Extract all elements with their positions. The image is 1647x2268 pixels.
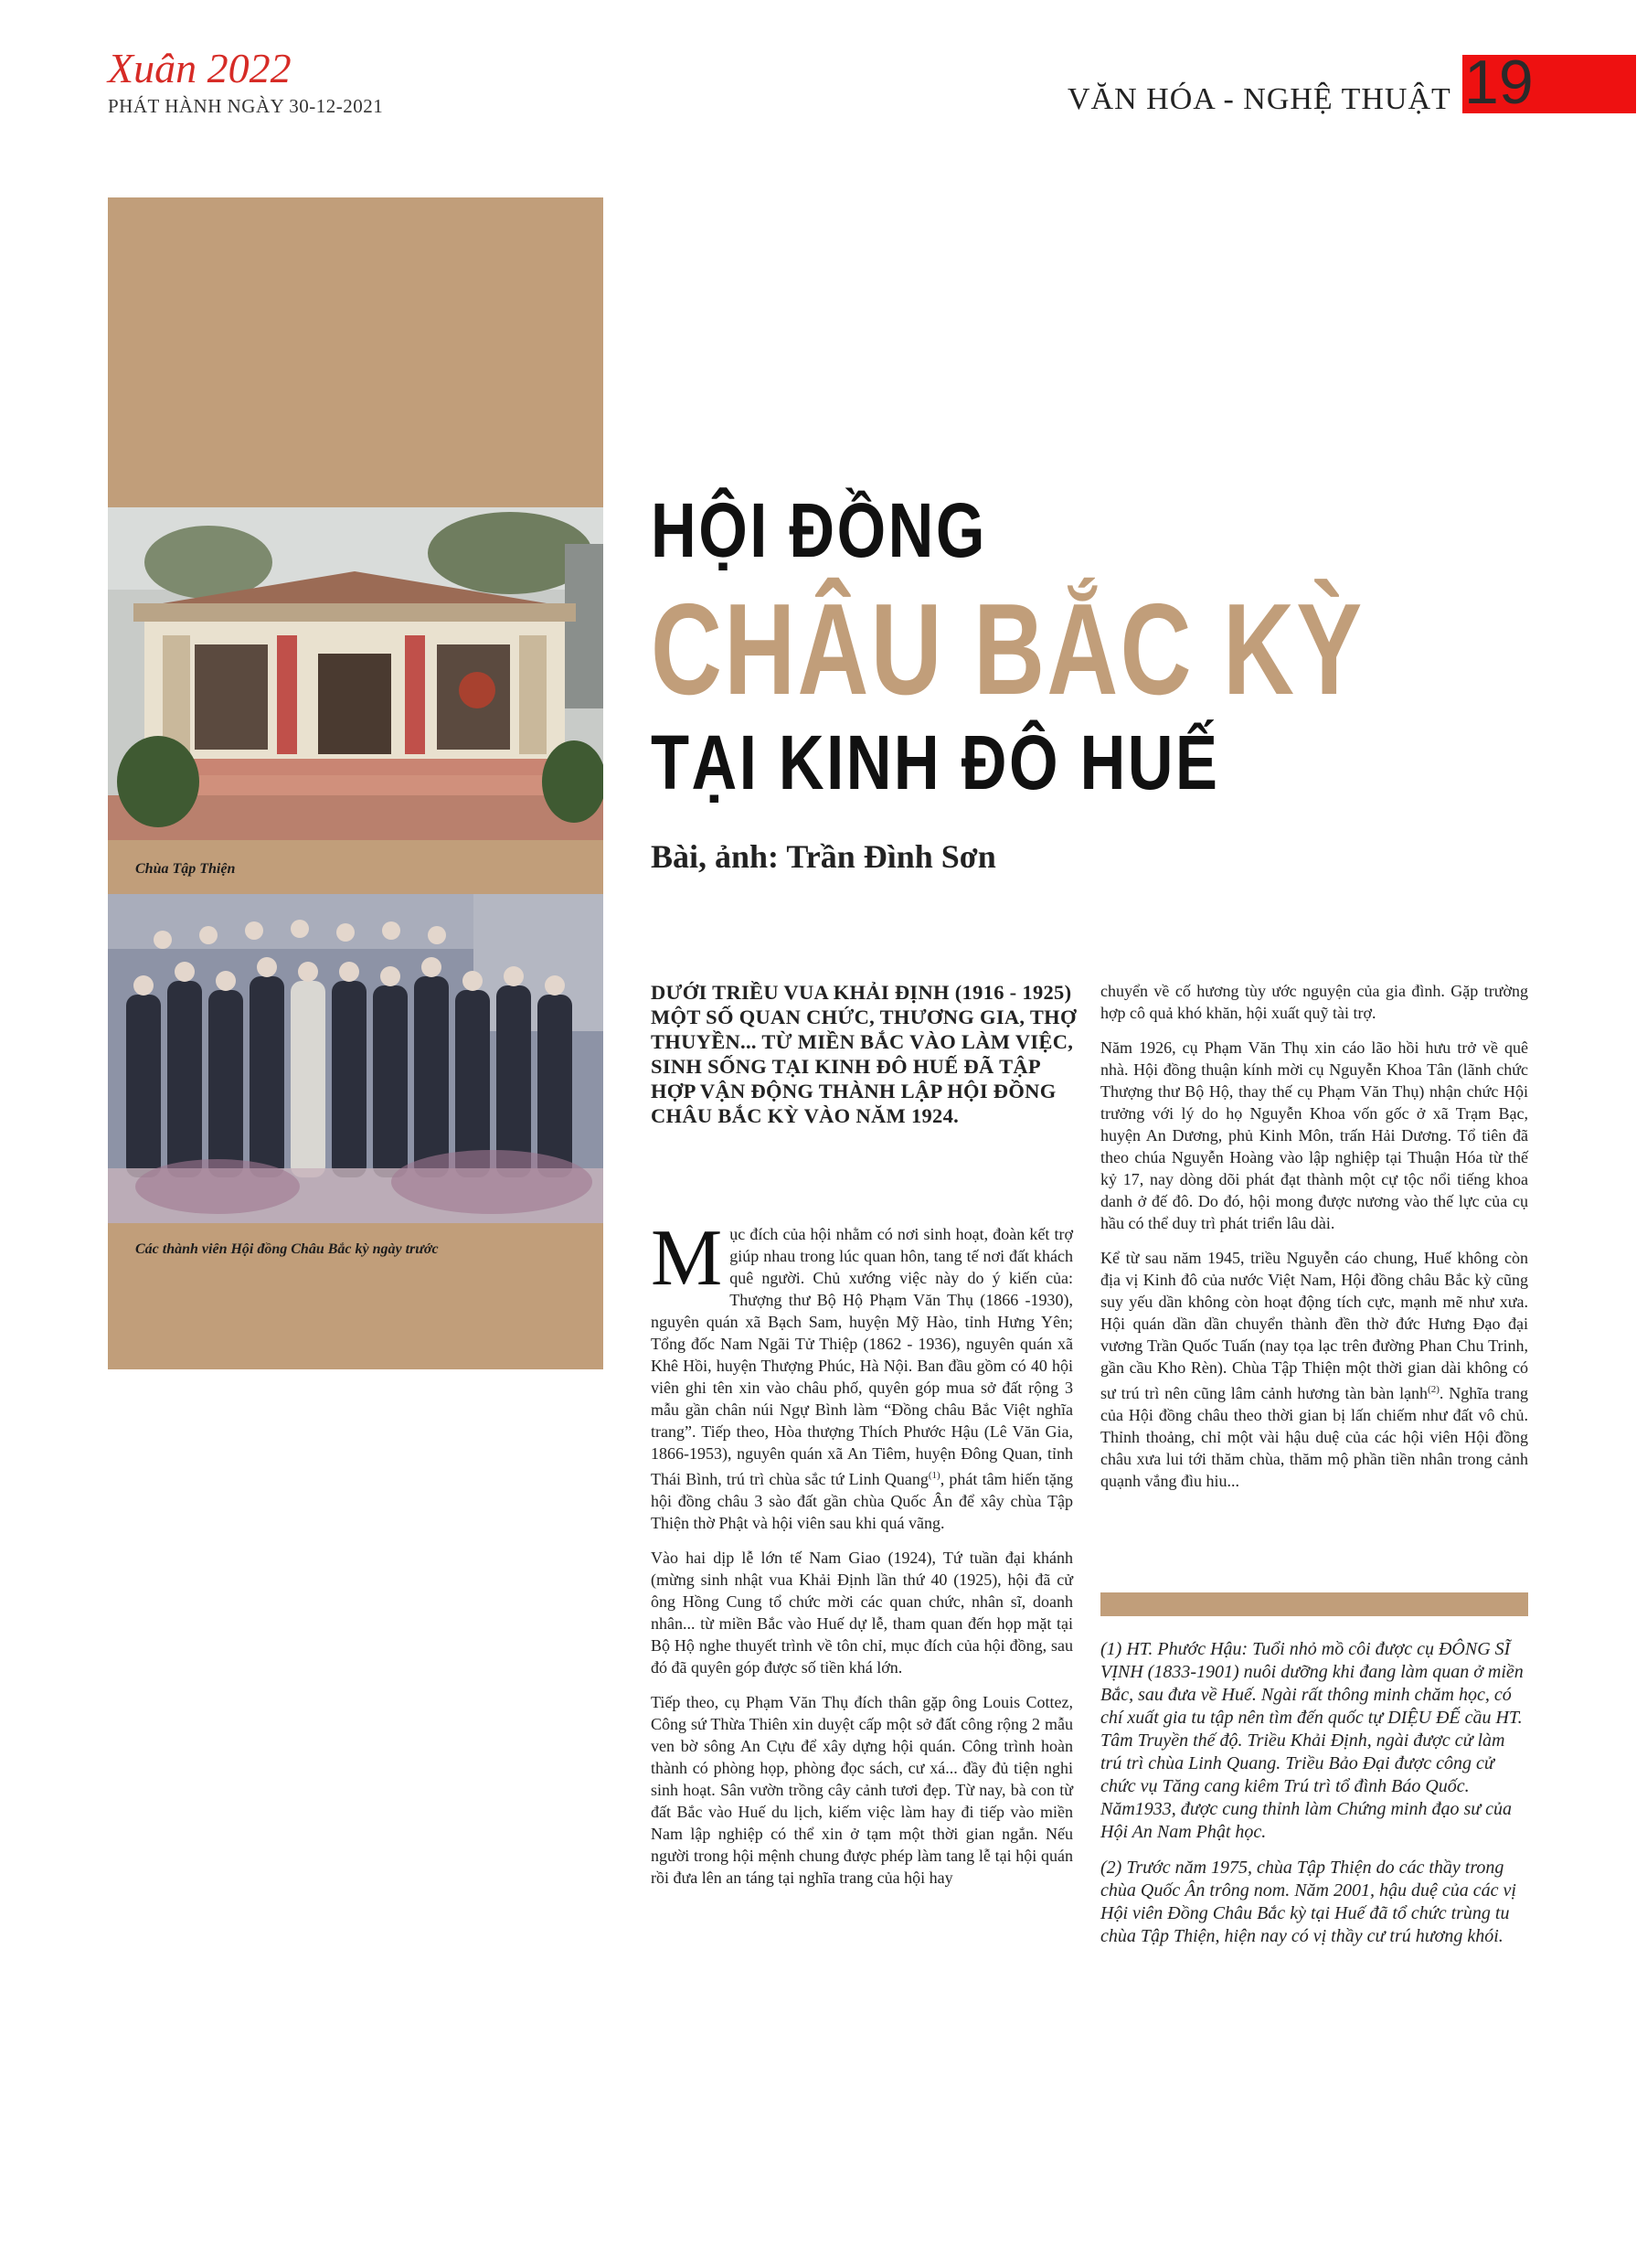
paragraph-4: chuyển về cố hương tùy ước nguyện của gia đình. Gặp trường hợp cô quả khó khăn, hội xuất quỹ tài trợ. — [1100, 982, 1528, 1022]
article-column-2 — [1100, 980, 1528, 1505]
notes-divider — [1100, 1592, 1528, 1616]
footnotes — [1100, 1638, 1528, 1961]
footnote-ref-2: (2) — [1428, 1384, 1440, 1395]
paragraph-5: Năm 1926, cụ Phạm Văn Thụ xin cáo lão hồi hưu trở về quê nhà. Hội đồng thuận kính mời cụ Nguyễn Khoa Tân (lãnh chức Thượng thư Bộ Hộ, thay thế cụ Phạm Văn Thụ) nhận chức Hội trưởng với lý do họ Nguyễn Khoa vốn gốc ở xã Trạm Bạc, huyện An Dương, phủ Kinh Môn, trấn Hải Dương. Tổ tiên đã theo chúa Nguyễn Hoàng vào lập nghiệp tại Thuận Hóa từ thế kỷ 17, nay dòng dõi phát đạt thành một cự tộc nổi tiếng khoa danh ở đế đô. Do đó, hội mong được nương vào thế lực của cụ hầu có thể duy trì phát triển lâu dài. — [1100, 1038, 1528, 1232]
pagoda-photo — [108, 507, 603, 840]
paragraph-1-text-b: , phát tâm hiến tặng hội đồng châu 3 sào đất gần chùa Quốc Ân để xây chùa Tập Thiện thờ Phật và hội viên sau khi quá vãng. — [651, 1470, 1074, 1532]
drop-cap: M — [651, 1214, 723, 1303]
title-line-2: CHÂU BẮC KỲ — [651, 577, 1365, 722]
footnote-1: (1) HT. Phước Hậu: Tuổi nhỏ mồ côi được cụ ĐÔNG SĨ VỊNH (1833-1901) nuôi dưỡng khi đang làm quan ở miền Bắc, sau đưa về Huế. Ngài rất thông minh chăm học, có chí xuất gia tu tập nên tìm đến quốc tự DIỆU ĐẾ cầu HT. Tâm Truyền thế độ. Triều Khải Định, ngài được cử làm trú trì chùa Linh Quang. Triều Bảo Đại được công cử chức vụ Tăng cang kiêm Trú trì tổ đình Báo Quốc. Năm1933, được cung thỉnh làm Chứng minh đạo sư của Hội An Nam Phật học. — [1100, 1639, 1524, 1842]
pagoda-caption: Chùa Tập Thiện — [135, 861, 236, 877]
release-date: PHÁT HÀNH NGÀY 30-12-2021 — [108, 95, 384, 117]
paragraph-6-text-a: Kể từ sau năm 1945, triều Nguyễn cáo chung, Huế không còn địa vị Kinh đô của nước Việt Nam, Hội đồng châu Bắc kỳ cũng suy yếu dần không còn hoạt động tích cực, mạnh mẽ như xưa. Hội quán dần dần chuyển thành đền thờ đức Hưng Đạo đại vương Trần Quốc Tuấn (nay tọa lạc trên đường Phan Chu Trinh, gần cầu Kho Rèn). Chùa Tập Thiện một thời gian dài không có sư trú trì nên cũng lâm cảnh hương tàn bàn lạnh — [1100, 1249, 1528, 1402]
paragraph-6-text-b: . Nghĩa trang của Hội đồng châu theo thời gian bị lấn chiếm như đất vô chủ. Thỉnh thoảng, chỉ một vài hậu duệ của các hội viên Hội đồng châu xưa lui tới thăm chùa, thăm mộ phần tiền nhân trong cảnh quạnh vắng đìu hiu... — [1100, 1384, 1528, 1490]
lead-paragraph: DƯỚI TRIỀU VUA KHẢI ĐỊNH (1916 - 1925) MỘT SỐ QUAN CHỨC, THƯƠNG GIA, THỢ THUYỀN... TỪ MIỀN BẮC VÀO LÀM VIỆC, SINH SỐNG TẠI KINH ĐÔ HUẾ ĐÃ TẬP HỢP VẬN ĐỘNG THÀNH LẬP HỘI ĐỒNG CHÂU BẮC KỲ VÀO NĂM 1924. — [651, 981, 1077, 1127]
paragraph-6 — [1100, 1247, 1528, 1492]
section-name: VĂN HÓA - NGHỆ THUẬT — [1068, 82, 1451, 116]
byline: Bài, ảnh: Trần Đình Sơn — [651, 838, 996, 875]
issue-title: Xuân 2022 — [108, 45, 292, 91]
paragraph-2: Vào hai dịp lễ lớn tế Nam Giao (1924), Tứ tuần đại khánh (mừng sinh nhật vua Khải Định lần thứ 40 (1925), hội đã cử ông Hồng Cung tổ chức mời các quan chức, nhân sĩ, doanh nhân... từ miền Bắc vào Huế dự lễ, tham quan đến họp mặt tại Bộ Hộ nghe thuyết trình về tôn chỉ, mục đích của hội đồng, sau đó đã quyên góp được số tiền khá lớn. — [651, 1549, 1073, 1677]
paragraph-3: Tiếp theo, cụ Phạm Văn Thụ đích thân gặp ông Louis Cottez, Công sứ Thừa Thiên xin duyệt cấp một sở đất công rộng 2 mẫu ven bờ sông An Cựu để xây dựng hội quán. Công trình hoàn thành có phòng họp, phòng đọc sách, cư xá... đầy đủ tiện nghi sinh hoạt. Sân vườn trồng cây cảnh tươi đẹp. Từ nay, bà con từ đất Bắc vào Huế du lịch, kiếm việc làm hay đi tiếp vào miền Nam lập nghiệp có thể xin ở tạm một thời gian ngắn. Nếu người trong hội mệnh chung được phép làm tang lễ tại hội quán rồi đưa lên an táng tại nghĩa trang của hội hay — [651, 1693, 1073, 1887]
footnote-ref-1: (1) — [928, 1470, 940, 1481]
page-number: 19 — [1464, 48, 1534, 117]
paragraph-1 — [651, 1214, 1074, 1534]
title-line-1: HỘI ĐỒNG — [651, 487, 987, 573]
members-caption: Các thành viên Hội đồng Châu Bắc kỳ ngày trước — [135, 1241, 439, 1257]
paragraph-1-text-a: ục đích của hội nhằm có nơi sinh hoạt, đoàn kết trợ giúp nhau trong lúc quan hôn, tang tế nơi đất khách quê người. Chủ xướng việc này do ý kiến của: Thượng thư Bộ Hộ Phạm Văn Thụ (1866 -1930), nguyên quán xã Bạch Sam, huyện Mỹ Hào, tỉnh Hưng Yên; Tổng đốc Nam Ngãi Tử Thiệp (1862 - 1936), nguyên quán xã Khê Hồi, huyện Thượng Phúc, Hà Nội. Ban đầu gồm có 40 hội viên ghi tên xin vào châu phố, quyên góp mua sở đất rộng 3 mẫu gần chân núi Ngự Bình làm “Đồng châu Bắc Việt nghĩa trang”. Tiếp theo, Hòa thượng Thích Phước Hậu (Lê Văn Gia, 1866-1953), nguyên quán xã An Tiêm, huyện Đông Quan, tỉnh Thái Bình, trú trì chùa sắc tứ Linh Quang — [651, 1225, 1073, 1488]
members-photo — [108, 894, 603, 1223]
article-column-1 — [651, 1214, 1074, 1901]
footnote-2: (2) Trước năm 1975, chùa Tập Thiện do các thầy trong chùa Quốc Ân trông nom. Năm 2001, hậu duệ của các vị Hội viên Đồng Châu Bắc kỳ tại Huế đã tổ chức trùng tu chùa Tập Thiện, hiện nay có vị thầy cư trú hương khói. — [1100, 1858, 1516, 1946]
title-line-3: TẠI KINH ĐÔ HUẾ — [651, 719, 1220, 805]
